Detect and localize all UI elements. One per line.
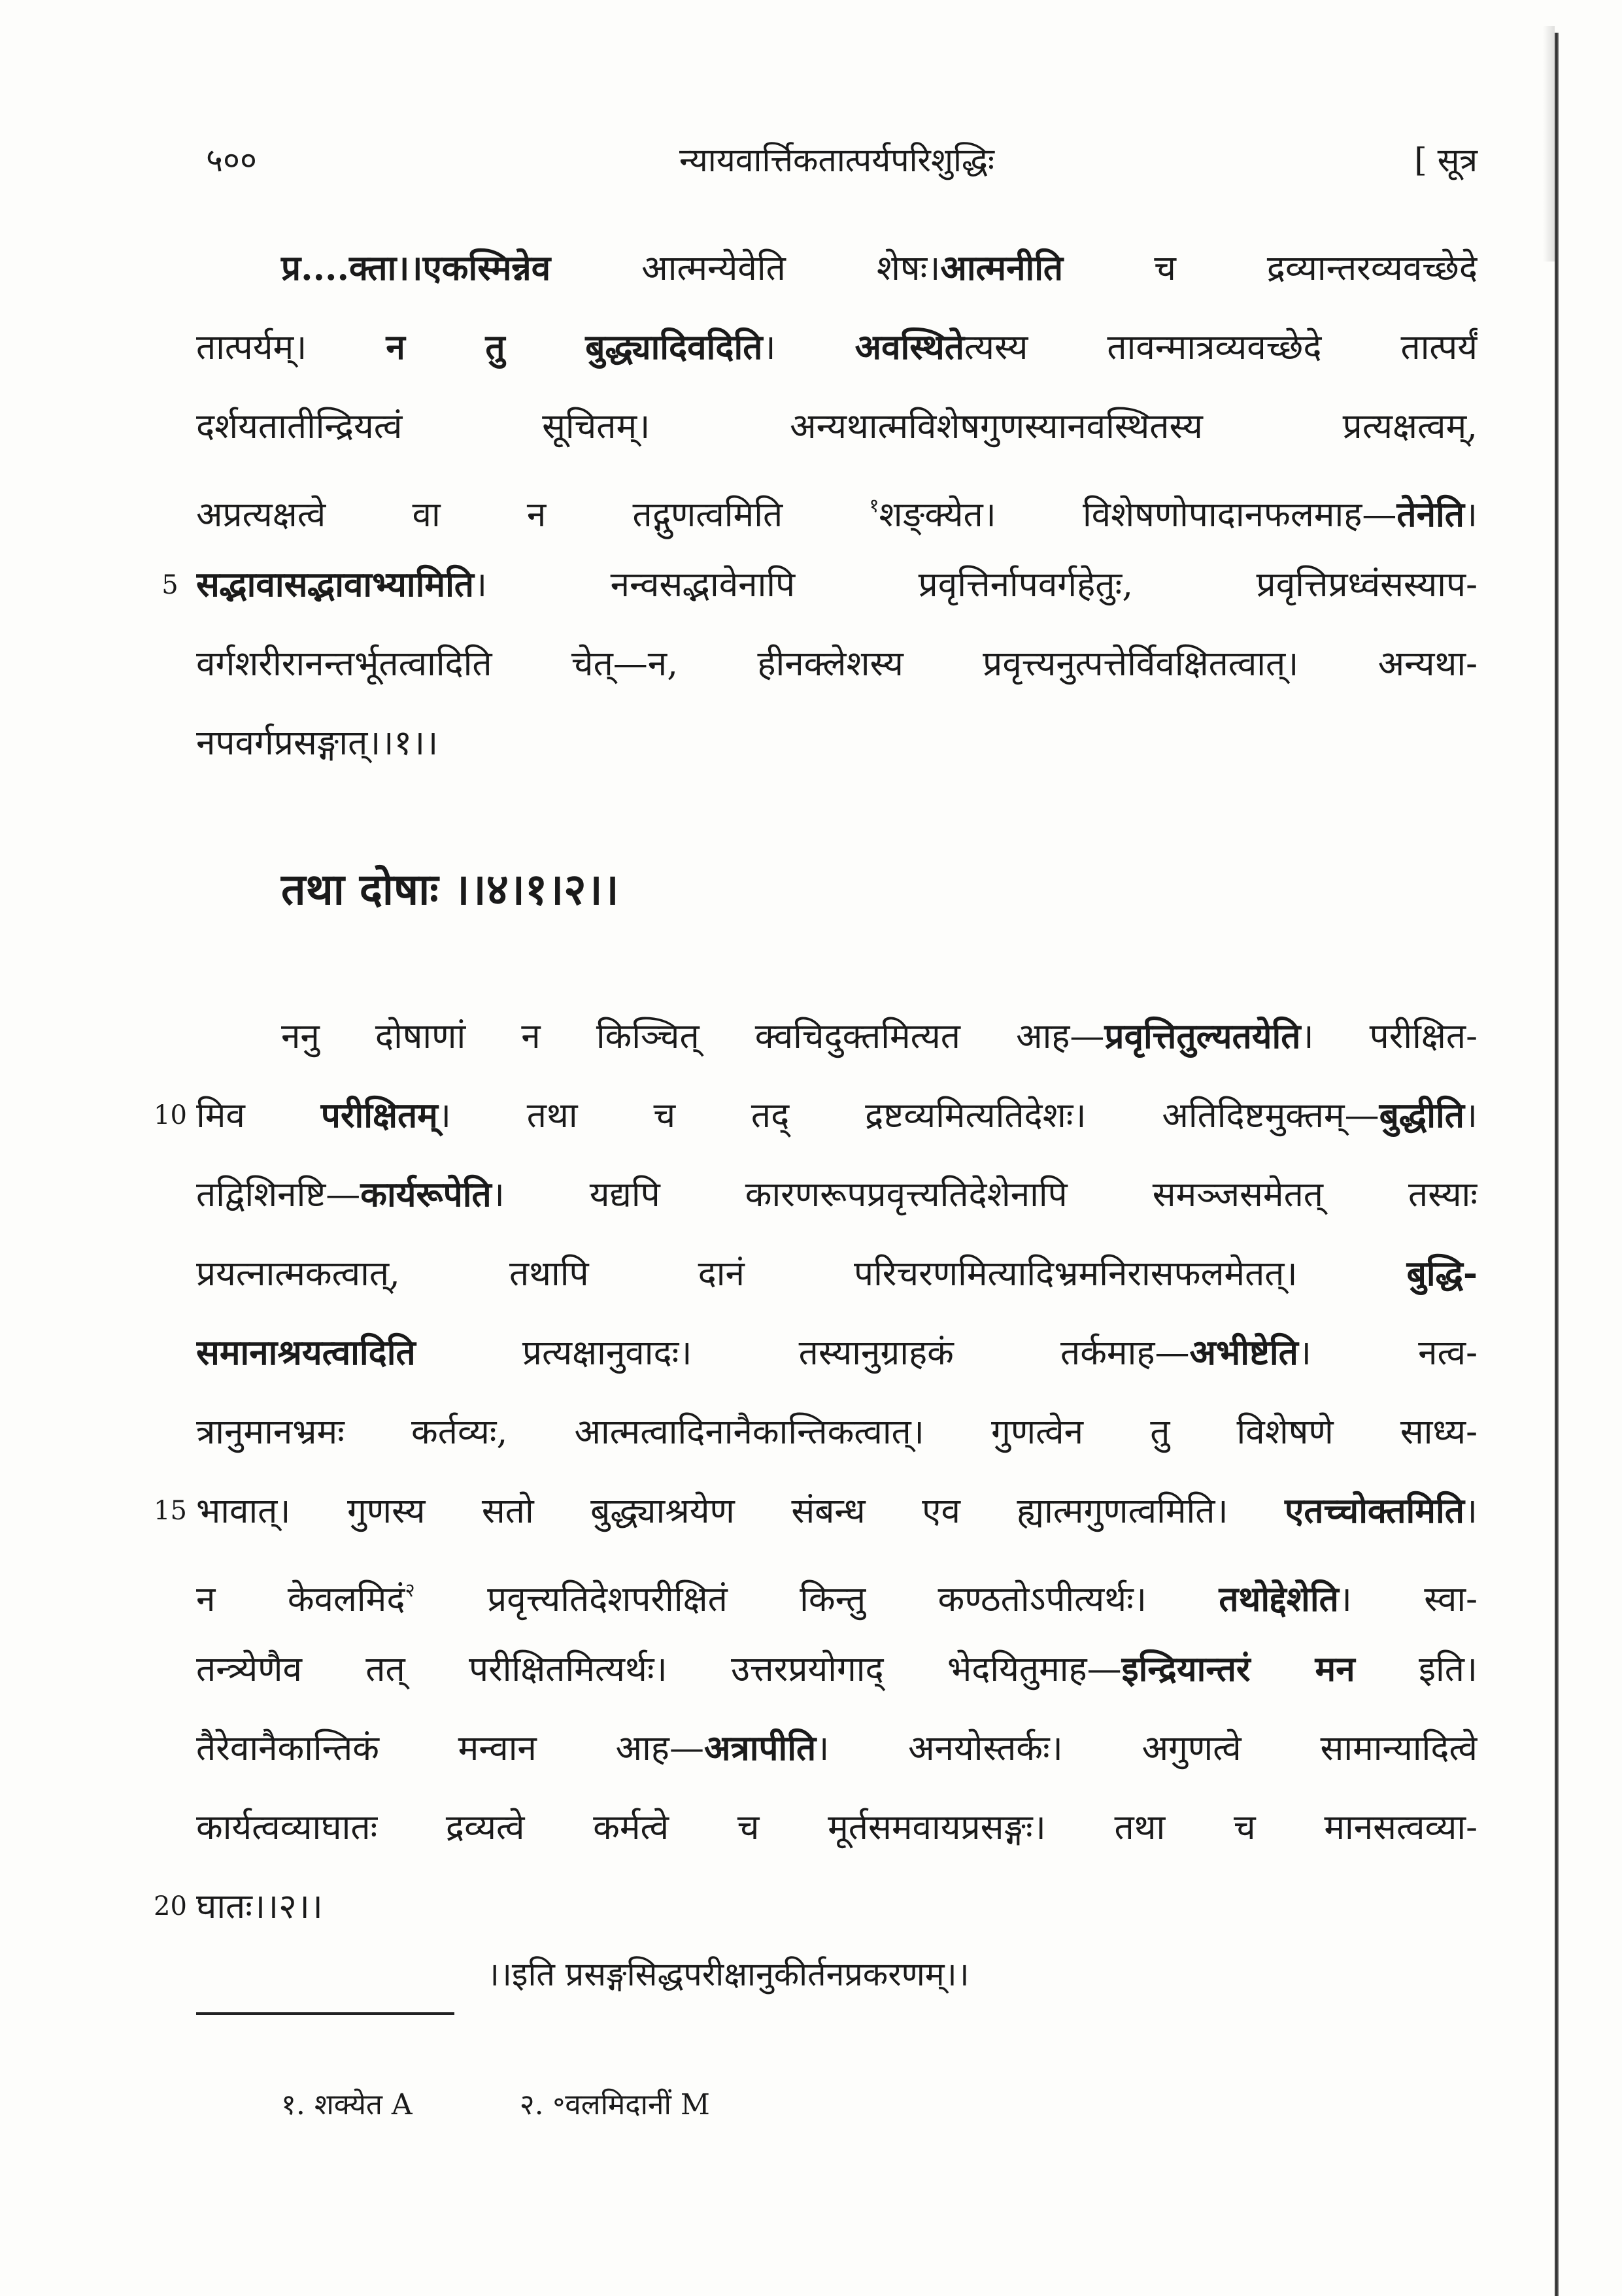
bold-lemma: प्र....क्ता।।एकस्मिन्नेव [281, 248, 551, 288]
text-run: तद्विशिनष्टि— [196, 1175, 361, 1215]
text-run: । अनयोस्तर्कः। अगुणत्वे सामान्यादित्वे [816, 1729, 1478, 1768]
text-run: । नत्व- [1298, 1333, 1478, 1373]
line-number-20: 20 [154, 1891, 187, 1921]
section-mark: [ सूत्र [1414, 141, 1478, 179]
text-run: त्यस्य तावन्मात्रव्यवच्छेदे तात्पर्यं [964, 328, 1478, 367]
page-header [196, 131, 1478, 190]
bold-lemma: अवस्थिते [854, 327, 964, 367]
bold-lemma: समानाश्रयत्वादिति [196, 1332, 416, 1373]
footnote-marker: २ [405, 1579, 415, 1601]
text-run: त्रानुमानभ्रमः कर्तव्यः, आत्मत्वादिनानैकान्तिकत्वात्। गुणत्वेन तु विशेषणे साध्य- [196, 1412, 1478, 1452]
text-run: । [1464, 494, 1478, 535]
text-run: शङ्क्येत। विशेषणोपादानफलमाह— [879, 494, 1397, 535]
text-line [196, 1551, 1478, 1630]
text-line [196, 1076, 1478, 1155]
footnotes [281, 2076, 808, 2135]
text-line [196, 229, 1478, 308]
text-run: आत्मन्येवेति शेषः। [550, 248, 941, 288]
text-run: इति। [1355, 1649, 1478, 1689]
bold-lemma: अत्रापीति [703, 1728, 817, 1768]
running-title: न्यायवार्त्तिकतात्पर्यपरिशुद्धिः [679, 141, 994, 179]
bold-lemma: बुद्धीति [1379, 1095, 1464, 1136]
text-run: मिव [196, 1096, 321, 1136]
text-run: । [1464, 1491, 1478, 1531]
text-run: भावात्। गुणस्य सतो बुद्ध्याश्रयेण संबन्ध एव ह्यात्मगुणत्वमिति। [196, 1491, 1285, 1531]
text-line [196, 466, 1478, 545]
binding-edge [1555, 33, 1559, 2296]
text-run: न केवलमिदं [196, 1579, 405, 1619]
page-number: ५०० [206, 141, 257, 179]
text-run: च द्रव्यान्तरव्यवच्छेदे [1063, 248, 1478, 288]
commentary-block-2 [196, 997, 1478, 1946]
text-line [196, 387, 1478, 466]
bold-lemma: इन्द्रियान्तरं मन [1121, 1649, 1355, 1689]
text-run: ननु दोषाणां न किञ्चित् क्वचिदुक्तमित्यत आह— [281, 1017, 1105, 1056]
bold-lemma: एतच्चोक्तमिति [1285, 1491, 1464, 1531]
bold-lemma: तेनेति [1396, 494, 1464, 535]
page-edge-shadow [1543, 26, 1555, 262]
text-run: दर्शयतातीन्द्रियत्वं सूचितम्। अन्यथात्मविशेषगुणस्यानवस्थितस्य प्रत्यक्षत्वम्, [196, 407, 1478, 447]
commentary-block-1 [196, 229, 1478, 783]
text-line [196, 1709, 1478, 1788]
text-line [196, 624, 1478, 703]
bold-lemma: आत्मनीति [940, 248, 1064, 288]
sutra-heading: तथा दोषाः ।।४।१।२।। [281, 864, 619, 915]
text-run: तैरेवानैकान्तिकं मन्वान आह— [196, 1729, 704, 1768]
text-run: । परीक्षित- [1300, 1017, 1478, 1056]
text-run: प्रत्यक्षानुवादः। तस्यानुग्राहकं तर्कमाह— [415, 1333, 1190, 1373]
bold-lemma: प्रवृत्तितुल्यतयेति [1104, 1016, 1301, 1056]
text-line [196, 1630, 1478, 1709]
bold-lemma: कार्यरूपेति [360, 1174, 492, 1215]
text-line [196, 1472, 1478, 1551]
footnote-2: २. ॰वलमिदानीं M [519, 2088, 710, 2121]
text-run: । [762, 328, 855, 367]
text-run: प्रवृत्त्यतिदेशपरीक्षितं किन्तु कण्ठतोऽपीत्यर्थः। [414, 1579, 1219, 1619]
text-line [196, 1313, 1478, 1393]
text-line [196, 1234, 1478, 1313]
footnote-marker: १ [869, 494, 879, 516]
bold-lemma: सद्भावासद्भावाभ्यामिति [196, 564, 475, 605]
text-run: कार्यत्वव्याघातः द्रव्यत्वे कर्मत्वे च मूर्तसमवायप्रसङ्गः। तथा च मानसत्वव्या- [196, 1808, 1478, 1848]
text-run: घातः।।२।। [196, 1887, 323, 1927]
text-line [196, 1788, 1478, 1867]
bold-lemma: परीक्षितम् [320, 1095, 438, 1136]
text-line [196, 308, 1478, 387]
text-line [196, 545, 1478, 624]
bold-lemma: अभीष्टेति [1189, 1332, 1298, 1373]
text-run: तन्त्र्येणैव तत् परीक्षितमित्यर्थः। उत्तरप्रयोगाद् भेदयितुमाह— [196, 1649, 1122, 1689]
text-run: प्रयत्नात्मकत्वात्, तथापि दानं परिचरणमित्यादिभ्रमनिरासफलमेतत्। [196, 1254, 1407, 1294]
text-run: वर्गशरीरानन्तर्भूतत्वादिति चेत्—न, हीनक्लेशस्य प्रवृत्त्यनुत्पत्तेर्विवक्षितत्वात्। अन्यथा- [196, 644, 1478, 684]
line-number-5: 5 [161, 570, 178, 600]
prakarana-colophon: ।।इति प्रसङ्गसिद्धपरीक्षानुकीर्तनप्रकरणम्।। [487, 1955, 970, 1993]
footnote-1: १. शक्येत A [281, 2088, 413, 2121]
text-run: । यद्यपि कारणरूपप्रवृत्त्यतिदेशेनापि समञ्जसमेतत् तस्याः [491, 1175, 1478, 1215]
footnote-rule [196, 2012, 454, 2015]
line-number-15: 15 [154, 1496, 187, 1526]
bold-lemma: न तु बुद्ध्यादिवदिति [386, 327, 763, 367]
text-line [196, 1867, 1478, 1946]
text-run: अप्रत्यक्षत्वे वा न तद्गुणत्वमिति [196, 494, 870, 535]
text-run: । [1464, 1096, 1478, 1136]
text-line [196, 1393, 1478, 1472]
line-number-10: 10 [154, 1100, 187, 1130]
text-line [196, 703, 1478, 783]
text-run: तात्पर्यम्। [196, 328, 386, 367]
text-run: । नन्वसद्भावेनापि प्रवृत्तिर्नापवर्गहेतुः, प्रवृत्तिप्रध्वंसस्याप- [474, 565, 1478, 605]
bold-lemma: बुद्धि- [1406, 1253, 1478, 1294]
text-line [196, 1155, 1478, 1234]
text-run: नपवर्गप्रसङ्गात्।।१।। [196, 723, 439, 763]
bold-lemma: तथोद्देशेति [1219, 1578, 1339, 1619]
text-run: । स्वा- [1338, 1579, 1478, 1619]
text-line [196, 997, 1478, 1076]
text-run: । तथा च तद् द्रष्टव्यमित्यतिदेशः। अतिदिष्टमुक्तम्— [437, 1096, 1379, 1136]
